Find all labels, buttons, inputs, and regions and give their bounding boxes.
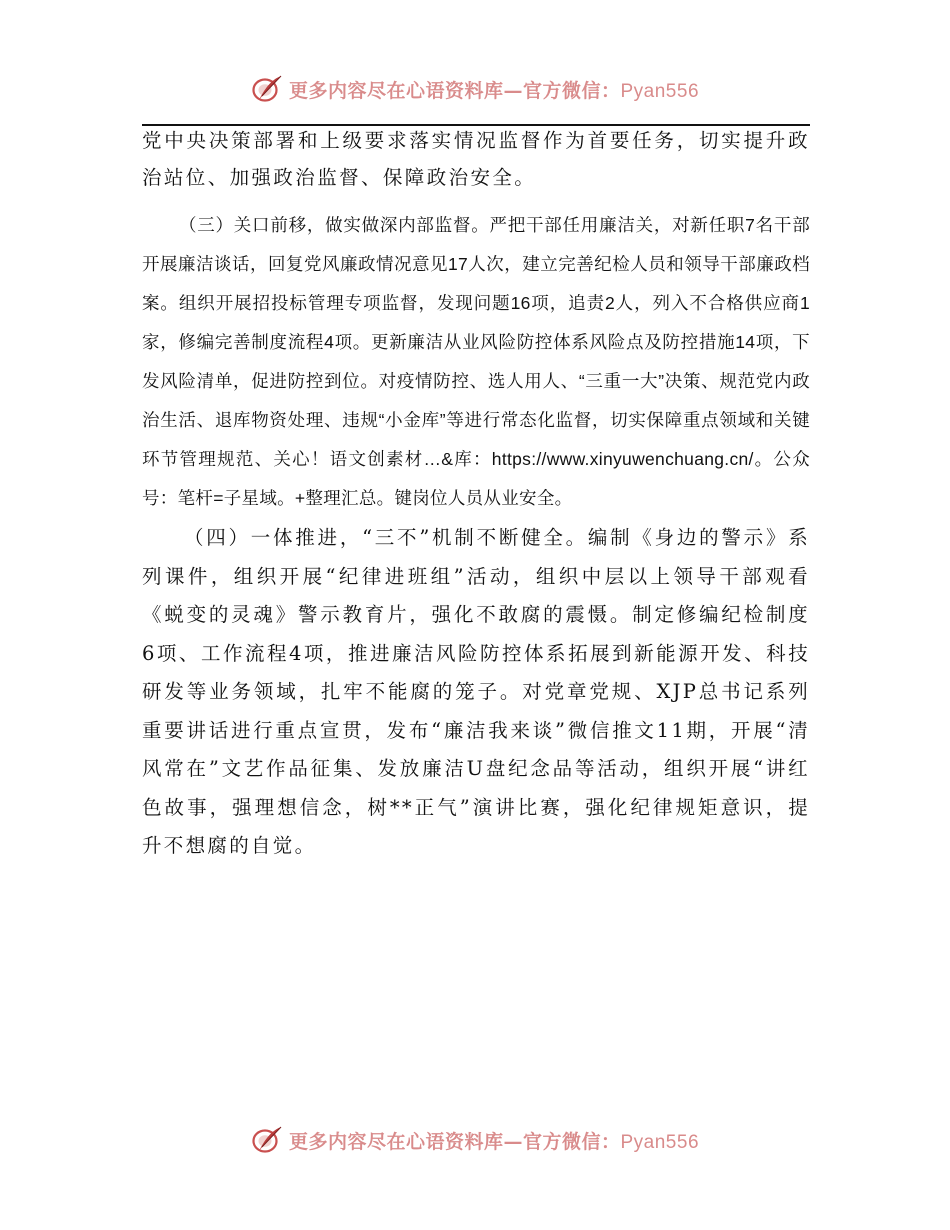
paragraph-continued: 党中央决策部署和上级要求落实情况监督作为首要任务，切实提升政治站位、加强政治监督、保障政治安全。 (142, 129, 810, 189)
watermark-account: Pyan556 (620, 1131, 700, 1153)
watermark-site-text: 更多内容尽在心语资料库—官方微信： (288, 1130, 621, 1153)
paragraph-section-4: （四）一体推进，“三不”机制不断健全。编制《身边的警示》系列课件，组织开展“纪律进班组”活动，组织中层以上领导干部观看《蜕变的灵魂》警示教育片，强化不敢腐的震慑。制定修编纪检制度6项、工作流程4项，推进廉洁风险防控体系拓展到新能源开发、科技研发等业务领域，扎牢不能腐的笼子。对党章党规、XJP总书记系列重要讲话进行重点宣贯，发布“廉洁我来谈”微信推文11期，开展“清风常在”文艺作品征集、发放廉洁U盘纪念品等活动，组织开展“讲红色故事，强理想信念，树**正气”演讲比赛，强化纪律规矩意识，提升不想腐的自觉。 (142, 526, 810, 857)
watermark-text (289, 76, 699, 103)
watermark-site-text: 更多内容尽在心语资料库—官方微信： (288, 79, 621, 102)
watermark-account: Pyan556 (620, 80, 700, 102)
footer-watermark-banner (0, 1123, 950, 1157)
watermark-text (289, 1127, 699, 1154)
paragraph-section-3: （三）关口前移，做实做深内部监督。严把干部任用廉洁关，对新任职7名干部开展廉洁谈话，回复党风廉政情况意见17人次，建立完善纪检人员和领导干部廉政档案。组织开展招投标管理专项监督，发现问题16项，追责2人，列入不合格供应商1家，修编完善制度流程4项。更新廉洁从业风险防控体系风险点及防控措施14项，下发风险清单，促进防控到位。对疫情防控、选人用人、“三重一大”决策、规范党内政治生活、退库物资处理、违规“小金库”等进行常态化监督，切实保障重点领域和关键环节管理规范、关心！语文创素材…&库：https://www.xinyuwenchuang.cn/。公众号：笔杆=子星域。+整理汇总。键岗位人员从业安全。 (142, 215, 810, 508)
quill-logo-icon (251, 1125, 283, 1155)
quill-logo-icon (251, 74, 283, 104)
header-watermark-banner (0, 72, 950, 106)
document-body (142, 122, 810, 866)
